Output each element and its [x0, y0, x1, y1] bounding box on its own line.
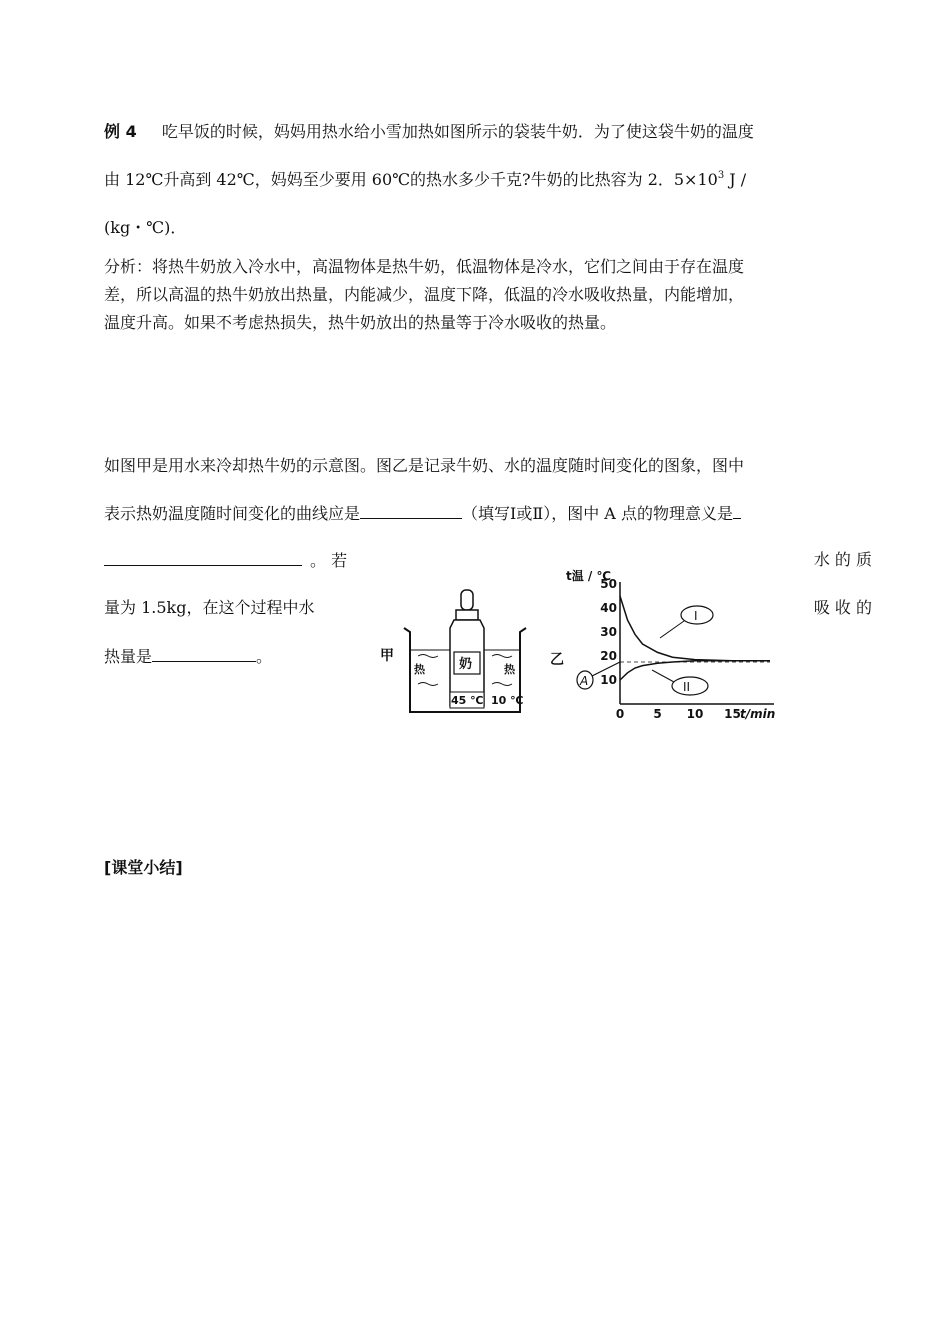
x-axis-label: t/min: [740, 707, 776, 721]
milk-temperature: 45 ℃: [451, 694, 484, 707]
example-line-3: (kg・℃)．: [104, 218, 187, 237]
y-tick-label: 40: [600, 601, 617, 615]
curve-i-pointer: [660, 621, 684, 638]
question-text-2a: 表示热奶温度随时间变化的曲线应是: [104, 504, 361, 523]
y-axis-label: t温 / ℃: [566, 569, 612, 583]
question-line-4: 量为 1.5kg，在这个过程中水: [104, 598, 315, 617]
x-tick-label: 5: [653, 707, 662, 721]
summary-heading: [课堂小结]: [104, 858, 183, 877]
analysis-line-3: 温度升高。如果不考虑热损失，热牛奶放出的热量等于冷水吸收的热量。: [104, 313, 617, 332]
example-superscript: 3: [717, 170, 725, 181]
example-line-2: [104, 169, 872, 191]
y-tick-label: 30: [600, 625, 617, 639]
heat-arrow-right-label: 热: [504, 663, 515, 676]
curve-i-label: I: [694, 609, 698, 623]
analysis-line-2: 差，所以高温的热牛奶放出热量，内能减少，温度下降，低温的冷水吸收热量，内能增加，: [104, 285, 745, 304]
answer-blank-curve[interactable]: [360, 502, 462, 519]
x-tick-label: 15: [724, 707, 741, 721]
question-line-1: 如图甲是用水来冷却热牛奶的示意图。图乙是记录牛奶、水的温度随时间变化的图象，图中: [104, 456, 745, 475]
example-line-1: [104, 121, 872, 143]
answer-blank-point-a[interactable]: [104, 549, 302, 566]
example-label: 例 4: [104, 122, 137, 141]
wave-line: [492, 683, 512, 686]
question-text-2b: （填写Ⅰ或Ⅱ），图中 A 点的物理意义是: [462, 504, 733, 523]
question-line-3: [104, 549, 354, 572]
question-line-2: [104, 502, 872, 525]
milk-label: 奶: [459, 657, 473, 672]
curve-ii-pointer: [652, 670, 674, 682]
question-line-3-right: 水 的 质: [813, 550, 872, 569]
figure-jia-label: 甲: [380, 648, 394, 664]
x-tick-label: 10: [686, 707, 704, 721]
example-text-1: 吃早饭的时候，妈妈用热水给小雪加热如图所示的袋装牛奶．为了使这袋牛奶的温度: [161, 122, 754, 141]
y-tick-label: 20: [600, 649, 617, 663]
question-text-5b: 。: [256, 647, 273, 666]
question-line-4-right: 吸 收 的: [813, 598, 872, 617]
wave-line: [418, 683, 438, 686]
y-tick-label: 50: [600, 577, 617, 591]
question-line-5: [104, 645, 354, 668]
bottle-nipple: [461, 590, 473, 610]
beaker-diagram: [404, 590, 526, 712]
figure-yi-label: 乙: [550, 652, 564, 668]
heat-arrow-left-label: 热: [414, 663, 425, 676]
answer-blank-point-a-start[interactable]: [733, 502, 741, 519]
question-text-5a: 热量是: [104, 647, 153, 666]
x-tick-label: 0: [615, 707, 625, 721]
wave-line: [492, 655, 512, 658]
temperature-chart: [566, 568, 775, 721]
bottle-cap: [456, 610, 478, 620]
curve-ii-label: II: [683, 680, 691, 694]
answer-blank-heat[interactable]: [152, 645, 256, 662]
wave-line: [418, 655, 438, 658]
figure: [370, 566, 780, 726]
question-text-3: 。 若: [310, 551, 348, 570]
water-temperature: 10 ℃: [491, 694, 524, 707]
example-text-2a: 由 12℃升高到 42℃，妈妈至少要用 60℃的热水多少千克?牛奶的比热容为 2．5×10: [104, 170, 718, 189]
y-tick-label: 10: [600, 673, 617, 687]
point-a-label: A: [580, 674, 589, 688]
analysis-line-1: 分析：将热牛奶放入冷水中，高温物体是热牛奶，低温物体是冷水，它们之间由于存在温度: [104, 257, 745, 276]
example-text-2b: J /: [724, 170, 747, 189]
